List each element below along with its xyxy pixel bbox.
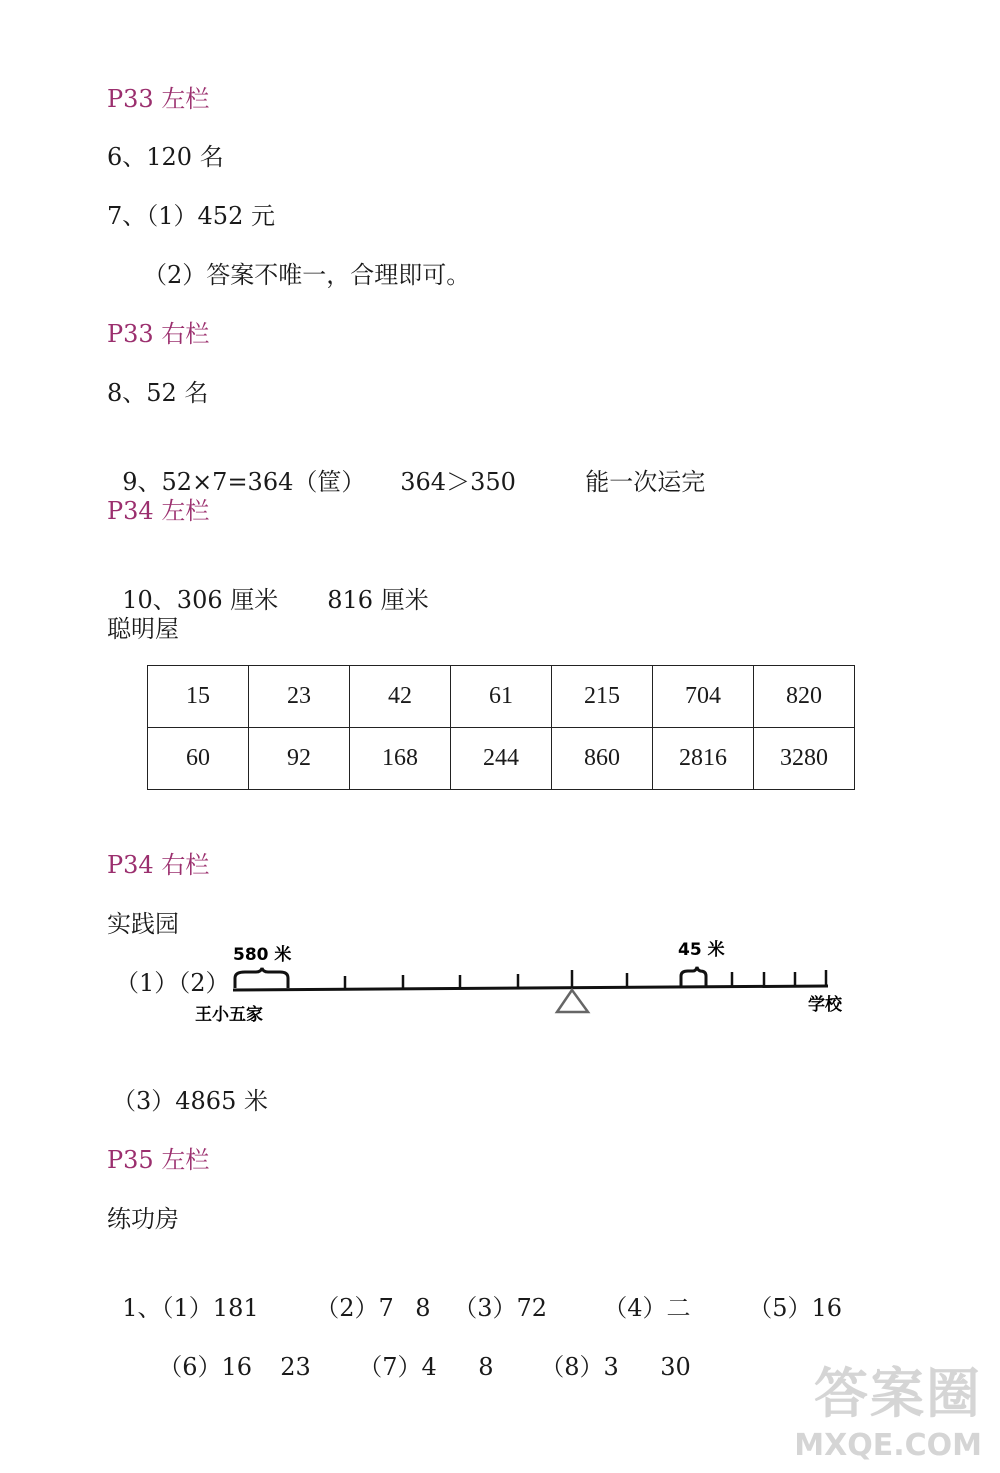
drill-item: （2）7 [315, 1294, 394, 1322]
drill-item: 1、（1）181 [122, 1294, 259, 1322]
table-row [148, 666, 855, 728]
table-cell: 92 [249, 728, 350, 790]
table-cell: 23 [249, 666, 350, 728]
practice-answer-3: （3）4865 米 [112, 1087, 268, 1115]
watermark [794, 1351, 982, 1463]
answer-10 [107, 555, 429, 615]
route-number-line [0, 930, 1000, 1030]
table-cell: 244 [451, 728, 552, 790]
table-cell: 704 [653, 666, 754, 728]
answer-7-1: 7、（1）452 元 [107, 202, 275, 230]
answer-9-equation: 9、52×7=364（筐） [122, 468, 366, 496]
drill-item: 30 [660, 1353, 691, 1381]
table-cell: 2816 [653, 728, 754, 790]
drill-item: 8 [415, 1294, 431, 1322]
drill-item: 23 [280, 1353, 311, 1381]
drill-item: （4）二 [603, 1294, 691, 1322]
drill-item: （3）72 [453, 1294, 548, 1322]
answer-10-second: 816 厘米 [327, 586, 429, 614]
table-cell: 60 [148, 728, 249, 790]
watermark-url: MXQE.COM [794, 1428, 982, 1463]
table-cell: 820 [754, 666, 855, 728]
drill-item: 8 [478, 1353, 494, 1381]
drill-line-2 [143, 1322, 691, 1382]
answer-7-2: （2）答案不唯一，合理即可。 [143, 261, 471, 289]
label-home: 王小五家 [195, 1005, 263, 1025]
section-heading-p33-right: P33 右栏 [107, 320, 210, 348]
table-cell: 168 [350, 728, 451, 790]
smart-house-title: 聪明屋 [107, 615, 179, 643]
triangle-marker [557, 990, 588, 1012]
route-line [233, 986, 828, 990]
brace-580 [235, 968, 288, 988]
drill-item: （5）16 [748, 1294, 843, 1322]
answer-10-first: 10、306 厘米 [122, 586, 279, 614]
drill-item: （6）16 [158, 1353, 253, 1381]
section-heading-p33-left: P33 左栏 [107, 85, 210, 113]
practice-title: 实践园 [107, 910, 179, 938]
label-580-m: 580 米 [233, 945, 292, 965]
drill-item: （7）4 [358, 1353, 437, 1381]
label-45-m: 45 米 [678, 940, 725, 960]
section-heading-p34-left: P34 左栏 [107, 497, 210, 525]
table-cell: 3280 [754, 728, 855, 790]
answer-9 [107, 437, 705, 497]
table-row [148, 728, 855, 790]
section-heading-p34-right: P34 右栏 [107, 851, 210, 879]
table-cell: 860 [552, 728, 653, 790]
answer-9-conclusion: 能一次运完 [585, 468, 706, 496]
section-heading-p35-left: P35 左栏 [107, 1146, 210, 1174]
drill-line-1 [107, 1263, 842, 1323]
table-cell: 42 [350, 666, 451, 728]
practice-prefix: （1）（2） [115, 969, 230, 997]
drill-item: （8）3 [540, 1353, 619, 1381]
drill-title: 练功房 [107, 1205, 179, 1233]
answer-6: 6、120 名 [107, 143, 224, 171]
table-cell: 61 [451, 666, 552, 728]
table-cell: 15 [148, 666, 249, 728]
watermark-logo: 答案圈 [814, 1362, 982, 1425]
answer-9-comparison: 364＞350 [400, 468, 516, 496]
table-cell: 215 [552, 666, 653, 728]
smart-house-table [147, 665, 855, 790]
label-school: 学校 [808, 995, 842, 1015]
brace-45 [681, 967, 706, 986]
answer-8: 8、52 名 [107, 379, 209, 407]
